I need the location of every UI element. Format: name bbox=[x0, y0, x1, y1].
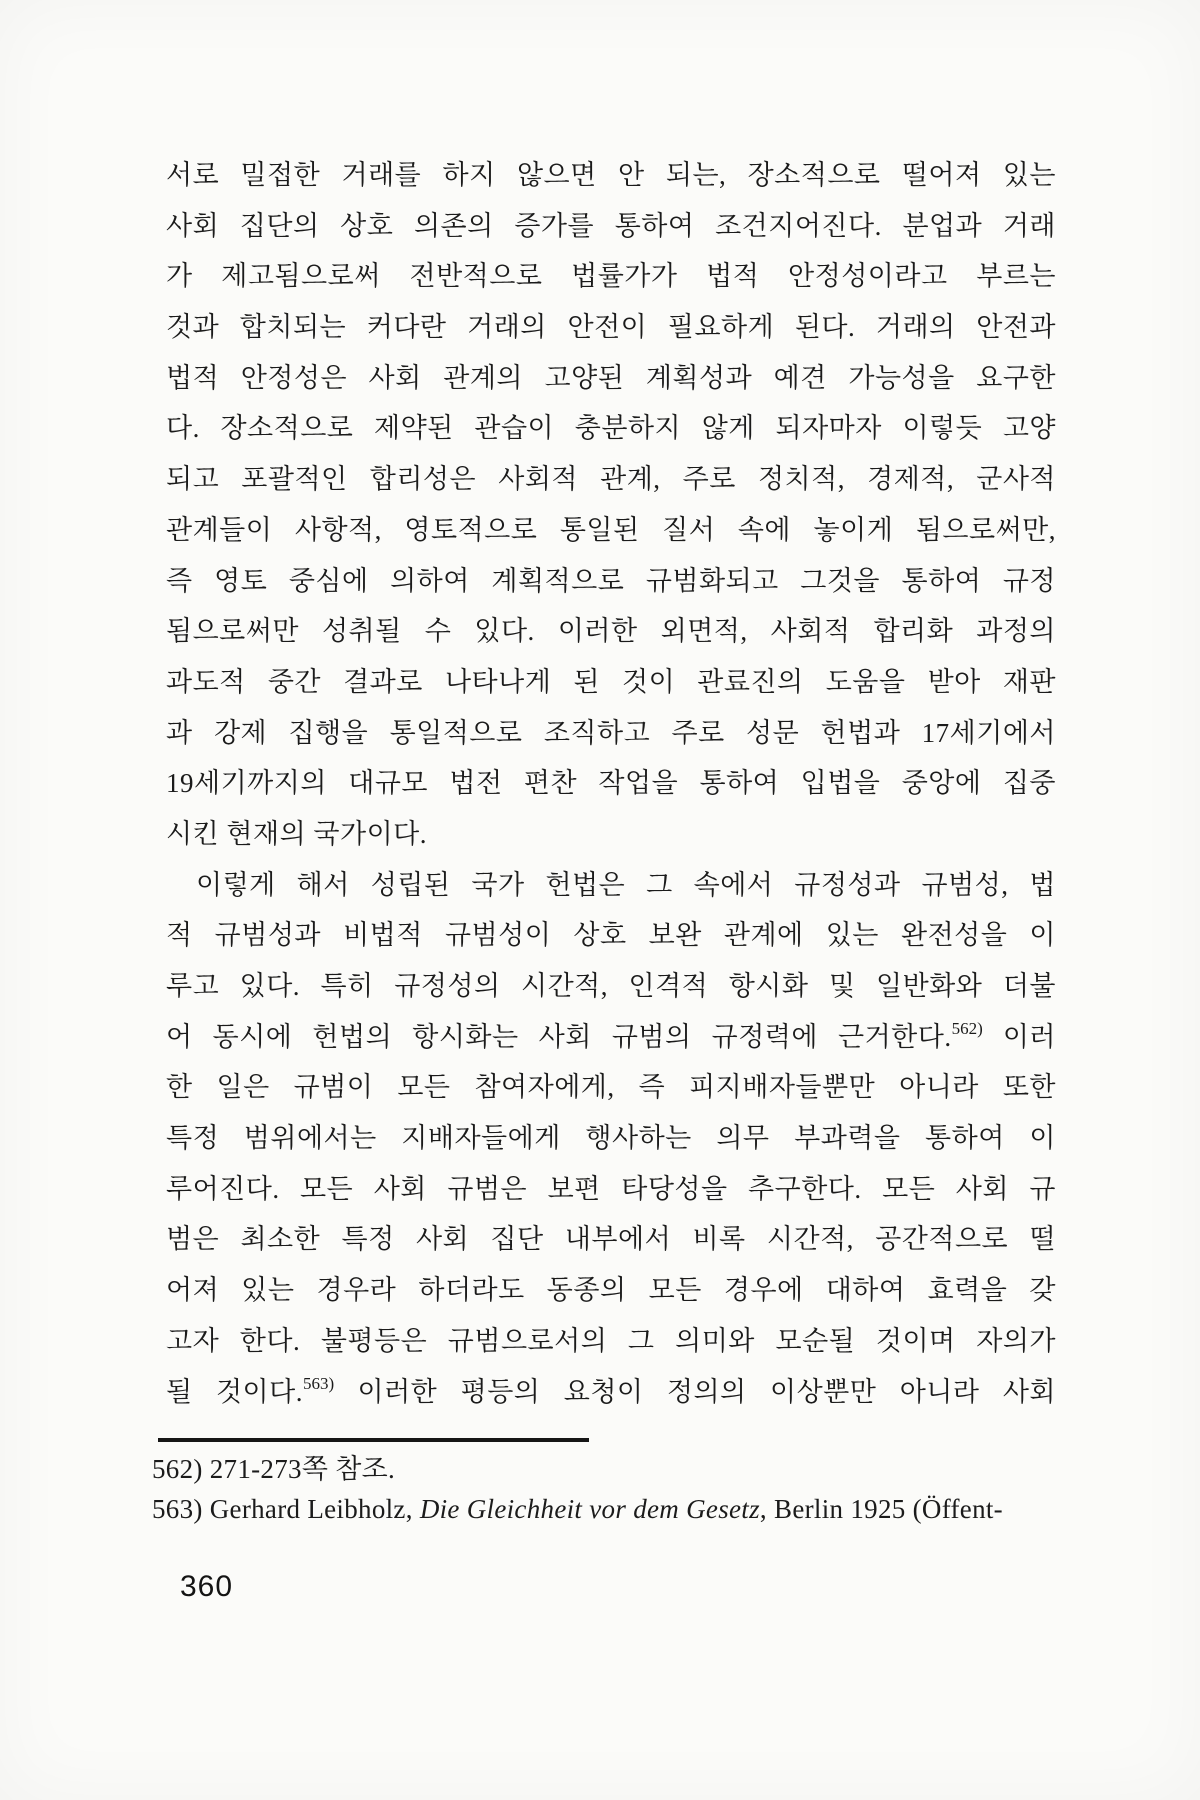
text-line bbox=[166, 809, 1056, 860]
text-segment: 과 강제 집행을 통일적으로 조직하고 주로 성문 헌법과 17세기에서 bbox=[166, 717, 1056, 748]
text-segment: 562) 271-273쪽 참조. bbox=[152, 1454, 396, 1484]
text-line bbox=[166, 505, 1056, 556]
text-segment: , Berlin 1925 (Öffent- bbox=[759, 1493, 1003, 1524]
text-line bbox=[166, 1265, 1056, 1316]
text-segment: 관계들이 사항적, 영토적으로 통일된 질서 속에 놓이게 됨으로써만, bbox=[166, 514, 1056, 545]
text-segment: 것과 합치되는 커다란 거래의 안전이 필요하게 된다. 거래의 안전과 bbox=[166, 312, 1056, 343]
text-segment: 특정 범위에서는 지배자들에게 행사하는 의무 부과력을 통하여 이 bbox=[166, 1123, 1056, 1154]
text-segment: 과도적 중간 결과로 나타나게 된 것이 관료진의 도움을 받아 재판 bbox=[166, 666, 1056, 697]
text-segment: 한 일은 규범이 모든 참여자에게, 즉 피지배자들뿐만 아니라 또한 bbox=[166, 1072, 1056, 1103]
footnote-item bbox=[152, 1490, 1082, 1530]
footnote-item bbox=[152, 1450, 1082, 1490]
text-segment: 적 규범성과 비법적 규범성이 상호 보완 관계에 있는 완전성을 이 bbox=[166, 920, 1056, 951]
text-line bbox=[166, 556, 1056, 607]
text-segment: 범은 최소한 특정 사회 집단 내부에서 비록 시간적, 공간적으로 떨 bbox=[166, 1224, 1056, 1255]
footnote-marker: 562) bbox=[951, 1018, 983, 1038]
text-line bbox=[166, 1316, 1056, 1367]
text-segment: 되고 포괄적인 합리성은 사회적 관계, 주로 정치적, 경제적, 군사적 bbox=[166, 464, 1056, 495]
text-line bbox=[166, 860, 1056, 911]
text-line bbox=[166, 961, 1056, 1012]
text-segment: 이러 bbox=[982, 1021, 1056, 1052]
text-segment: 563) Gerhard Leibholz, bbox=[152, 1493, 420, 1524]
footnote-separator bbox=[158, 1438, 589, 1442]
text-segment: 고자 한다. 불평등은 규범으로서의 그 의미와 모순될 것이며 자의가 bbox=[166, 1325, 1056, 1356]
text-segment: 가 제고됨으로써 전반적으로 법률가가 법적 안정성이라고 부르는 bbox=[166, 261, 1056, 292]
text-line bbox=[166, 1164, 1056, 1215]
text-line bbox=[166, 353, 1056, 404]
page-number: 360 bbox=[180, 1570, 234, 1603]
text-segment: 서로 밀접한 거래를 하지 않으면 안 되는, 장소적으로 떨어져 있는 bbox=[166, 160, 1056, 190]
body-text bbox=[166, 150, 1056, 1417]
text-line bbox=[166, 1012, 1056, 1063]
text-line bbox=[166, 1113, 1056, 1164]
text-line bbox=[166, 657, 1056, 708]
text-segment: 어 동시에 헌법의 항시화는 사회 규범의 규정력에 근거한다. bbox=[166, 1021, 952, 1052]
text-line bbox=[166, 910, 1056, 961]
text-segment: 다. 장소적으로 제약된 관습이 충분하지 않게 되자마자 이렇듯 고양 bbox=[166, 413, 1056, 444]
text-line bbox=[166, 302, 1056, 353]
footnotes bbox=[152, 1450, 1082, 1529]
text-line bbox=[166, 1367, 1056, 1418]
text-segment: 즉 영토 중심에 의하여 계획적으로 규범화되고 그것을 통하여 규정 bbox=[166, 565, 1056, 596]
text-segment: 법적 안정성은 사회 관계의 고양된 계획성과 예견 가능성을 요구한 bbox=[166, 362, 1056, 393]
text-line bbox=[166, 403, 1056, 454]
text-segment: 시킨 현재의 국가이다. bbox=[166, 818, 427, 849]
footnote-marker: 563) bbox=[302, 1373, 335, 1393]
text-line bbox=[166, 758, 1056, 809]
text-segment: 어져 있는 경우라 하더라도 동종의 모든 경우에 대하여 효력을 갖 bbox=[166, 1275, 1056, 1306]
text-line bbox=[166, 1062, 1056, 1113]
text-line bbox=[166, 454, 1056, 505]
text-line bbox=[166, 708, 1056, 759]
text-segment: 사회 집단의 상호 의존의 증가를 통하여 조건지어진다. 분업과 거래 bbox=[166, 210, 1056, 241]
text-segment: 됨으로써만 성취될 수 있다. 이러한 외면적, 사회적 합리화 과정의 bbox=[166, 616, 1056, 647]
text-segment: 될 것이다. bbox=[166, 1376, 303, 1407]
text-segment: 루어진다. 모든 사회 규범은 보편 타당성을 추구한다. 모든 사회 규 bbox=[166, 1173, 1056, 1204]
text-line bbox=[166, 251, 1056, 302]
text-line bbox=[166, 150, 1056, 201]
text-segment: 루고 있다. 특히 규정성의 시간적, 인격적 항시화 및 일반화와 더불 bbox=[166, 971, 1056, 1001]
text-segment: 이러한 평등의 요청이 정의의 이상뿐만 아니라 사회 bbox=[334, 1376, 1056, 1407]
text-segment: 19세기까지의 대규모 법전 편찬 작업을 통하여 입법을 중앙에 집중 bbox=[166, 768, 1056, 799]
text-segment: 이렇게 해서 성립된 국가 헌법은 그 속에서 규정성과 규범성, 법 bbox=[196, 869, 1056, 900]
text-line bbox=[166, 1214, 1056, 1265]
text-line bbox=[166, 201, 1056, 252]
text-line bbox=[166, 606, 1056, 657]
text-segment: Die Gleichheit vor dem Gesetz bbox=[419, 1493, 760, 1524]
